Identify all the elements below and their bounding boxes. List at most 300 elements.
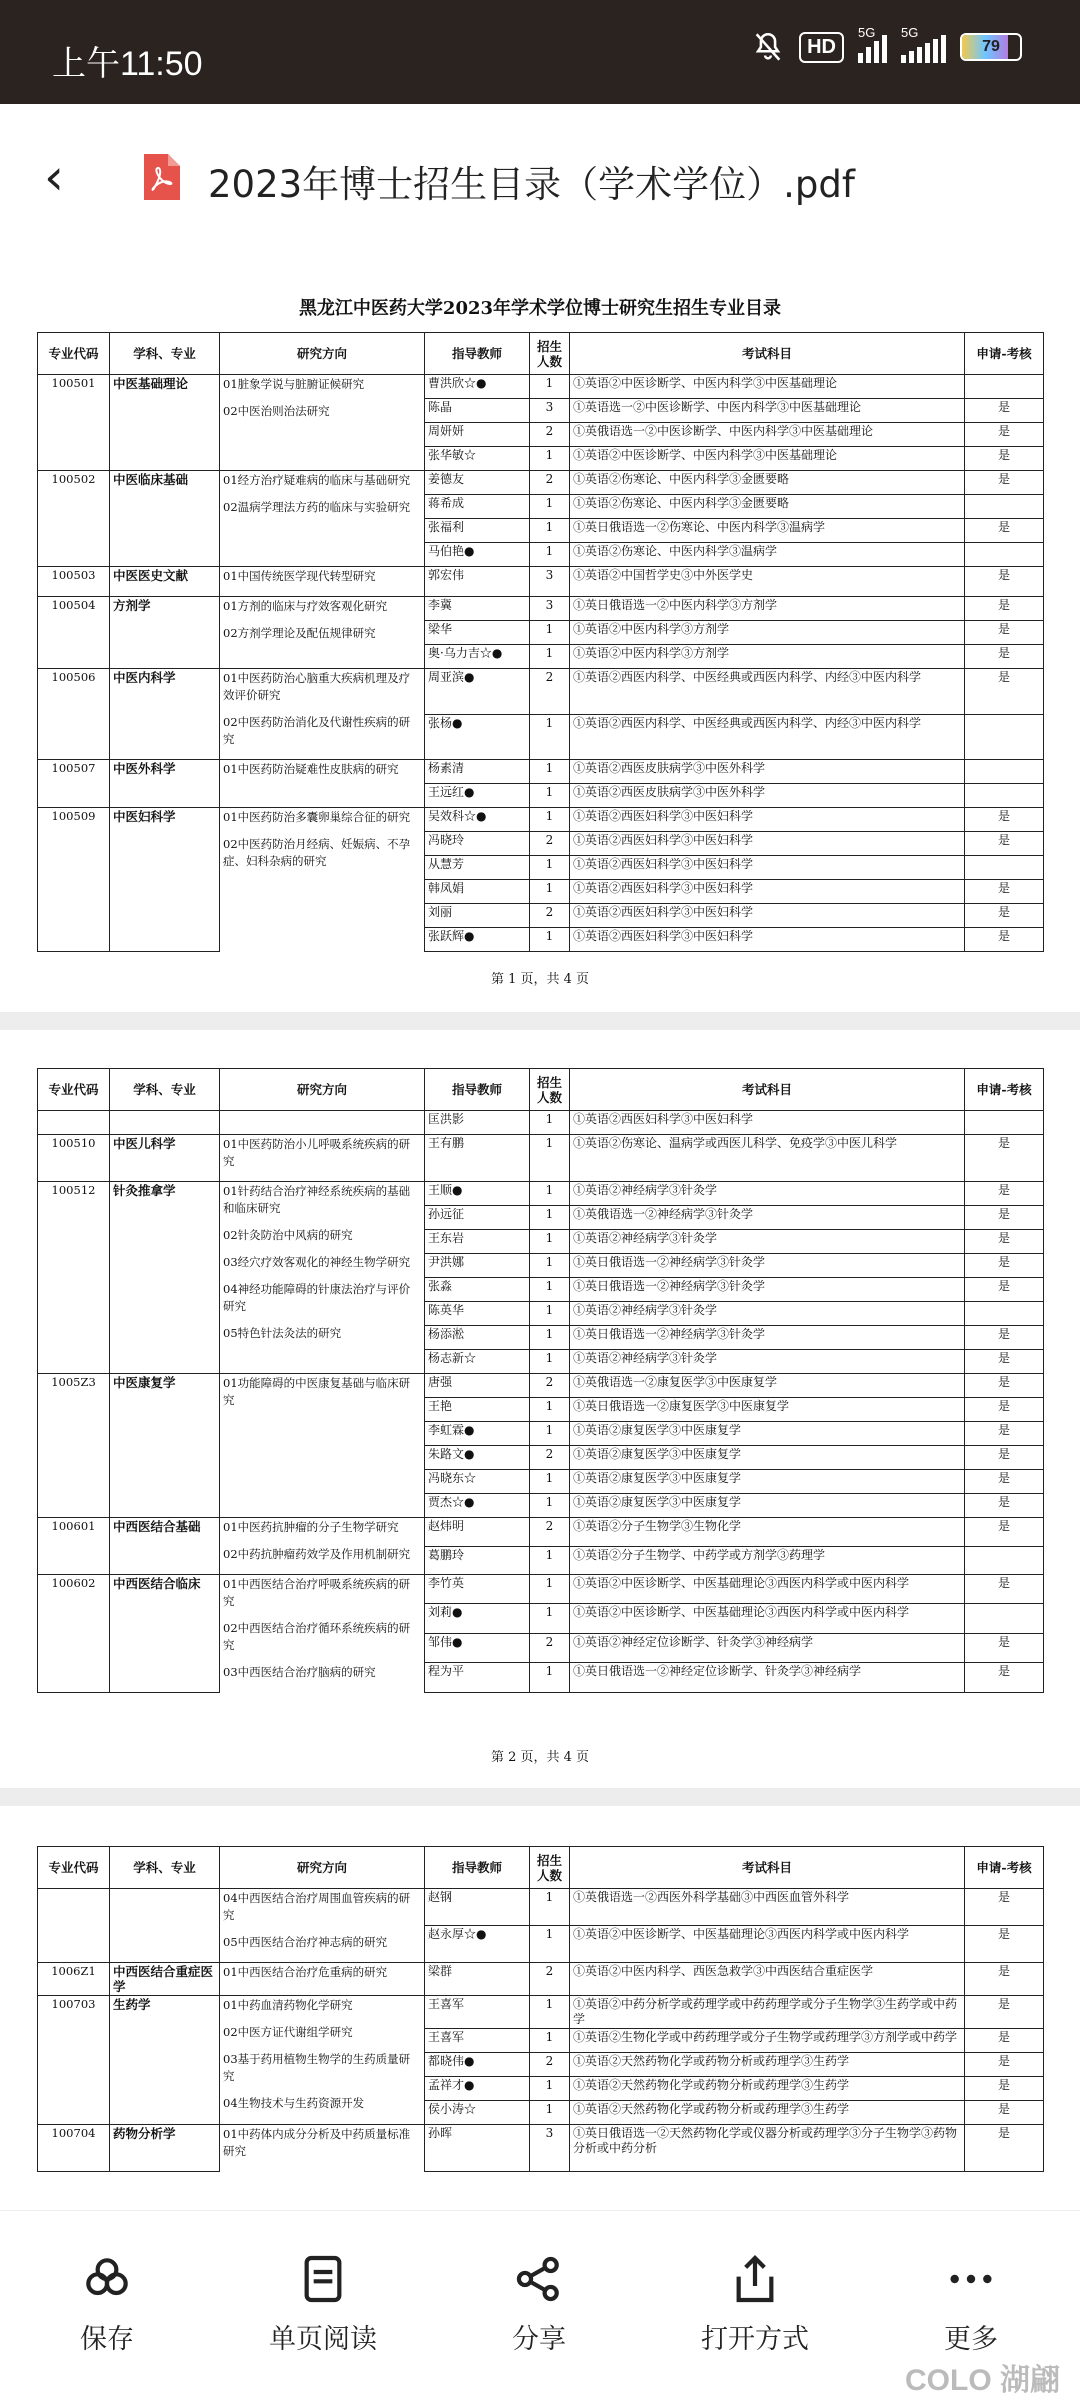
research-directions bbox=[220, 1518, 425, 1575]
column-header: 学科、专业 bbox=[110, 333, 220, 375]
exam-subjects: ①英语②康复医学③中医康复学 bbox=[570, 1470, 965, 1494]
enrollment-count: 2 bbox=[530, 1518, 570, 1547]
enrollment-count: 1 bbox=[530, 714, 570, 760]
advisor-name: 王喜军 bbox=[425, 2029, 530, 2053]
research-directions bbox=[220, 1182, 425, 1374]
apply-assess-flag: 是 bbox=[965, 1398, 1044, 1422]
exam-subjects: ①英俄语选一②西医外科学基础③中西医血管外科学 bbox=[570, 1889, 965, 1926]
more-icon bbox=[896, 2251, 1046, 2311]
apply-assess-flag: 是 bbox=[965, 1278, 1044, 1302]
advisor-name: 匡洪影 bbox=[425, 1111, 530, 1135]
program-code: 100503 bbox=[38, 567, 110, 597]
research-direction: 02方剂学理论及配伍规律研究 bbox=[223, 626, 376, 640]
back-button[interactable]: ‹ bbox=[44, 148, 64, 206]
single-page-icon bbox=[248, 2251, 398, 2311]
header-row bbox=[38, 1069, 1044, 1111]
research-direction: 05特色针法灸法的研究 bbox=[223, 1326, 342, 1340]
research-direction: 01中药体内成分分析及中药质量标准研究 bbox=[223, 2127, 411, 2158]
apply-assess-flag: 是 bbox=[965, 1326, 1044, 1350]
enrollment-count: 1 bbox=[530, 856, 570, 880]
exam-subjects: ①英语②西医妇科学③中医妇科学 bbox=[570, 832, 965, 856]
single-page-read-button[interactable] bbox=[248, 2251, 398, 2356]
header-row bbox=[38, 333, 1044, 375]
exam-subjects: ①英语②西医内科学、中医经典或西医内科学、内经③中医内科学 bbox=[570, 714, 965, 760]
apply-assess-flag: 是 bbox=[965, 519, 1044, 543]
exam-subjects: ①英语②神经定位诊断学、针灸学③神经病学 bbox=[570, 1633, 965, 1662]
program-name: 药物分析学 bbox=[110, 2125, 220, 2172]
exam-subjects: ①英语②神经病学③针灸学 bbox=[570, 1350, 965, 1374]
research-directions bbox=[220, 1111, 425, 1135]
enrollment-count: 1 bbox=[530, 1182, 570, 1206]
single-page-label: 单页阅读 bbox=[269, 2324, 377, 2355]
exam-subjects: ①英日俄语选一②中医内科学③方剂学 bbox=[570, 597, 965, 621]
enrollment-count: 2 bbox=[530, 1633, 570, 1662]
research-directions bbox=[220, 2125, 425, 2172]
research-direction: 01中医药抗肿瘤的分子生物学研究 bbox=[223, 1520, 399, 1534]
pdf-file-icon bbox=[140, 152, 182, 202]
enrollment-count: 3 bbox=[530, 2125, 570, 2172]
apply-assess-flag: 是 bbox=[965, 1963, 1044, 1996]
apply-assess-flag: 是 bbox=[965, 1206, 1044, 1230]
research-direction: 05中西医结合治疗神志病的研究 bbox=[223, 1935, 388, 1949]
research-directions bbox=[220, 597, 425, 669]
apply-assess-flag bbox=[965, 714, 1044, 760]
exam-subjects: ①英语②分子生物学、中药学或方剂学③药理学 bbox=[570, 1546, 965, 1575]
program-code: 100507 bbox=[38, 760, 110, 808]
catalog-table bbox=[37, 1068, 1044, 1693]
exam-subjects: ①英语②中医诊断学、中医基础理论③西医内科学或中医内科学 bbox=[570, 1926, 965, 1963]
exam-subjects: ①英俄语选一②康复医学③中医康复学 bbox=[570, 1374, 965, 1398]
program-code: 100512 bbox=[38, 1182, 110, 1374]
exam-subjects: ①英语②西医妇科学③中医妇科学 bbox=[570, 856, 965, 880]
advisor-name: 都晓伟● bbox=[425, 2053, 530, 2077]
advisor-name: 从慧芳 bbox=[425, 856, 530, 880]
apply-assess-flag: 是 bbox=[965, 1663, 1044, 1692]
exam-subjects: ①英日俄语选一②天然药物化学或仪器分析或药理学③分子生物学③药物分析或中药分析 bbox=[570, 2125, 965, 2172]
research-direction: 02温病学理法方药的临床与实验研究 bbox=[223, 500, 411, 514]
research-direction: 01中医药防治小儿呼吸系统疾病的研究 bbox=[223, 1137, 411, 1168]
advisor-name: 杨素清 bbox=[425, 760, 530, 784]
open-with-button[interactable] bbox=[680, 2251, 830, 2356]
program-name bbox=[110, 1111, 220, 1135]
exam-subjects: ①英语②康复医学③中医康复学 bbox=[570, 1422, 965, 1446]
page-footer: 第 1 页，共 4 页 bbox=[490, 972, 590, 987]
advisor-name: 李竹英 bbox=[425, 1575, 530, 1604]
page-heading: 黑龙江中医药大学2023年学术学位博士研究生招生专业目录 bbox=[298, 298, 782, 319]
exam-subjects: ①英日俄语选一②神经病学③针灸学 bbox=[570, 1254, 965, 1278]
apply-assess-flag: 是 bbox=[965, 1518, 1044, 1547]
document-title: 2023年博士招生目录（学术学位）.pdf bbox=[208, 163, 855, 206]
program-name: 中医医史文献 bbox=[110, 567, 220, 597]
advisor-name: 赵永厚☆● bbox=[425, 1926, 530, 1963]
advisor-name: 吴效科☆● bbox=[425, 808, 530, 832]
advisor-name: 李虹霖● bbox=[425, 1422, 530, 1446]
exam-subjects: ①英日俄语选一②伤寒论、中医内科学③温病学 bbox=[570, 519, 965, 543]
enrollment-count: 1 bbox=[530, 784, 570, 808]
exam-subjects: ①英语②伤寒论、中医内科学③金匮要略 bbox=[570, 471, 965, 495]
research-directions bbox=[220, 471, 425, 567]
exam-subjects: ①英语②神经病学③针灸学 bbox=[570, 1182, 965, 1206]
apply-assess-flag bbox=[965, 784, 1044, 808]
exam-subjects: ①英语②中医诊断学、中医内科学③中医基础理论 bbox=[570, 375, 965, 399]
exam-subjects: ①英语选一②中医诊断学、中医内科学③中医基础理论 bbox=[570, 399, 965, 423]
signal-icon bbox=[858, 25, 887, 63]
apply-assess-flag: 是 bbox=[965, 1230, 1044, 1254]
enrollment-count: 1 bbox=[530, 1302, 570, 1326]
exam-subjects: ①英语②西医妇科学③中医妇科学 bbox=[570, 808, 965, 832]
research-direction: 01中国传统医学现代转型研究 bbox=[223, 569, 376, 583]
apply-assess-flag: 是 bbox=[965, 1470, 1044, 1494]
enrollment-count: 1 bbox=[530, 1398, 570, 1422]
enrollment-count: 1 bbox=[530, 1422, 570, 1446]
save-label: 保存 bbox=[80, 2324, 134, 2355]
program-code: 100703 bbox=[38, 1996, 110, 2125]
save-icon bbox=[32, 2251, 182, 2311]
apply-assess-flag: 是 bbox=[965, 1996, 1044, 2029]
table-row bbox=[38, 1518, 1044, 1547]
enrollment-count: 1 bbox=[530, 1230, 570, 1254]
program-code: 1006Z1 bbox=[38, 1963, 110, 1996]
column-header: 学科、专业 bbox=[110, 1069, 220, 1111]
advisor-name: 贾杰☆● bbox=[425, 1494, 530, 1518]
apply-assess-flag: 是 bbox=[965, 423, 1044, 447]
exam-subjects: ①英语②神经病学③针灸学 bbox=[570, 1230, 965, 1254]
apply-assess-flag: 是 bbox=[965, 832, 1044, 856]
advisor-name: 王顺● bbox=[425, 1182, 530, 1206]
program-name: 针灸推拿学 bbox=[110, 1182, 220, 1374]
enrollment-count: 2 bbox=[530, 471, 570, 495]
enrollment-count: 1 bbox=[530, 1996, 570, 2029]
enrollment-count: 1 bbox=[530, 1326, 570, 1350]
apply-assess-flag: 是 bbox=[965, 1633, 1044, 1662]
header-row bbox=[38, 1847, 1044, 1889]
apply-assess-flag: 是 bbox=[965, 2077, 1044, 2101]
column-header: 指导教师 bbox=[425, 1847, 530, 1889]
advisor-name: 刘莉● bbox=[425, 1604, 530, 1633]
advisor-name: 朱路文● bbox=[425, 1446, 530, 1470]
advisor-name: 陈英华 bbox=[425, 1302, 530, 1326]
program-name: 中西医结合临床 bbox=[110, 1575, 220, 1693]
research-directions bbox=[220, 808, 425, 952]
table-row bbox=[38, 375, 1044, 399]
exam-subjects: ①英语②伤寒论、中医内科学③温病学 bbox=[570, 543, 965, 567]
apply-assess-flag bbox=[965, 1604, 1044, 1633]
apply-assess-flag bbox=[965, 1546, 1044, 1575]
advisor-name: 张杨● bbox=[425, 714, 530, 760]
enrollment-count: 1 bbox=[530, 1278, 570, 1302]
advisor-name: 赵炜明 bbox=[425, 1518, 530, 1547]
column-header: 招生人数 bbox=[530, 1847, 570, 1889]
column-header: 指导教师 bbox=[425, 1069, 530, 1111]
exam-subjects: ①英语②中医内科学、西医急救学③中西医结合重症医学 bbox=[570, 1963, 965, 1996]
enrollment-count: 1 bbox=[530, 495, 570, 519]
advisor-name: 张淼 bbox=[425, 1278, 530, 1302]
exam-subjects: ①英语②天然药物化学或药物分析或药理学③生药学 bbox=[570, 2077, 965, 2101]
advisor-name: 姜德友 bbox=[425, 471, 530, 495]
program-code: 100704 bbox=[38, 2125, 110, 2172]
research-direction: 02中药抗肿瘤药效学及作用机制研究 bbox=[223, 1547, 411, 1561]
research-direction: 01方剂的临床与疗效客观化研究 bbox=[223, 599, 388, 613]
enrollment-count: 1 bbox=[530, 1889, 570, 1926]
program-code: 100504 bbox=[38, 597, 110, 669]
exam-subjects: ①英语②西医妇科学③中医妇科学 bbox=[570, 880, 965, 904]
research-direction: 02中医治则治法研究 bbox=[223, 404, 330, 418]
table-row bbox=[38, 760, 1044, 784]
exam-subjects: ①英语②西医妇科学③中医妇科学 bbox=[570, 1111, 965, 1135]
exam-subjects: ①英语②生物化学或中药药理学或分子生物学或药理学③方剂学或中药学 bbox=[570, 2029, 965, 2053]
apply-assess-flag: 是 bbox=[965, 808, 1044, 832]
enrollment-count: 2 bbox=[530, 423, 570, 447]
column-header: 考试科目 bbox=[570, 1847, 965, 1889]
save-button[interactable] bbox=[32, 2251, 182, 2356]
table-row bbox=[38, 471, 1044, 495]
research-direction: 01针药结合治疗神经系统疾病的基础和临床研究 bbox=[223, 1184, 411, 1215]
advisor-name: 冯晓玲 bbox=[425, 832, 530, 856]
column-header: 考试科目 bbox=[570, 333, 965, 375]
advisor-name: 周亚滨● bbox=[425, 669, 530, 715]
program-name: 中西医结合基础 bbox=[110, 1518, 220, 1575]
advisor-name: 马伯艳● bbox=[425, 543, 530, 567]
share-label: 分享 bbox=[512, 2324, 566, 2355]
exam-subjects: ①英语②分子生物学③生物化学 bbox=[570, 1518, 965, 1547]
advisor-name: 冯晓东☆ bbox=[425, 1470, 530, 1494]
advisor-name: 孙远征 bbox=[425, 1206, 530, 1230]
advisor-name: 王远红● bbox=[425, 784, 530, 808]
apply-assess-flag bbox=[965, 1302, 1044, 1326]
enrollment-count: 2 bbox=[530, 1446, 570, 1470]
program-code: 100601 bbox=[38, 1518, 110, 1575]
column-header: 研究方向 bbox=[220, 333, 425, 375]
enrollment-count: 1 bbox=[530, 2029, 570, 2053]
program-code bbox=[38, 1111, 110, 1135]
table-row bbox=[38, 567, 1044, 597]
enrollment-count: 1 bbox=[530, 760, 570, 784]
apply-assess-flag: 是 bbox=[965, 1350, 1044, 1374]
advisor-name: 曹洪欣☆● bbox=[425, 375, 530, 399]
share-button[interactable] bbox=[464, 2251, 614, 2356]
exam-subjects: ①英日俄语选一②神经定位诊断学、针灸学③神经病学 bbox=[570, 1663, 965, 1692]
column-header: 专业代码 bbox=[38, 333, 110, 375]
table-row bbox=[38, 1575, 1044, 1604]
column-header: 考试科目 bbox=[570, 1069, 965, 1111]
exam-subjects: ①英日俄语选一②神经病学③针灸学 bbox=[570, 1326, 965, 1350]
apply-assess-flag: 是 bbox=[965, 2101, 1044, 2125]
research-directions bbox=[220, 1996, 425, 2125]
exam-subjects: ①英语②西医内科学、中医经典或西医内科学、内经③中医内科学 bbox=[570, 669, 965, 715]
program-name: 中医基础理论 bbox=[110, 375, 220, 471]
enrollment-count: 3 bbox=[530, 567, 570, 597]
apply-assess-flag: 是 bbox=[965, 1926, 1044, 1963]
catalog-table bbox=[37, 332, 1044, 952]
exam-subjects: ①英语②神经病学③针灸学 bbox=[570, 1302, 965, 1326]
table-row bbox=[38, 597, 1044, 621]
pdf-viewer[interactable] bbox=[0, 254, 1080, 2210]
enrollment-count: 3 bbox=[530, 399, 570, 423]
research-directions bbox=[220, 669, 425, 760]
battery-icon bbox=[960, 33, 1022, 61]
status-bar bbox=[0, 0, 1080, 104]
apply-assess-flag: 是 bbox=[965, 621, 1044, 645]
exam-subjects: ①英语②中医内科学③方剂学 bbox=[570, 621, 965, 645]
column-header: 研究方向 bbox=[220, 1069, 425, 1111]
hd-badge: HD bbox=[799, 32, 844, 63]
apply-assess-flag: 是 bbox=[965, 567, 1044, 597]
exam-subjects: ①英俄语选一②神经病学③针灸学 bbox=[570, 1206, 965, 1230]
exam-subjects: ①英语②中医诊断学、中医基础理论③西医内科学或中医内科学 bbox=[570, 1575, 965, 1604]
more-label: 更多 bbox=[944, 2324, 998, 2355]
program-code: 100509 bbox=[38, 808, 110, 952]
more-button[interactable] bbox=[896, 2251, 1046, 2356]
enrollment-count: 1 bbox=[530, 543, 570, 567]
exam-subjects: ①英日俄语选一②神经病学③针灸学 bbox=[570, 1278, 965, 1302]
top-bar bbox=[0, 104, 1080, 254]
apply-assess-flag: 是 bbox=[965, 1182, 1044, 1206]
apply-assess-flag: 是 bbox=[965, 1494, 1044, 1518]
program-code: 100506 bbox=[38, 669, 110, 760]
table-row bbox=[38, 2125, 1044, 2172]
research-direction: 04中西医结合治疗周围血管疾病的研究 bbox=[223, 1891, 411, 1922]
program-name: 中医妇科学 bbox=[110, 808, 220, 952]
apply-assess-flag bbox=[965, 495, 1044, 519]
enrollment-count: 1 bbox=[530, 1135, 570, 1182]
apply-assess-flag: 是 bbox=[965, 2029, 1044, 2053]
table-row bbox=[38, 669, 1044, 715]
enrollment-count: 1 bbox=[530, 375, 570, 399]
page-footer: 第 2 页，共 4 页 bbox=[490, 1750, 590, 1765]
apply-assess-flag: 是 bbox=[965, 2053, 1044, 2077]
table-row bbox=[38, 1963, 1044, 1996]
program-name: 中医外科学 bbox=[110, 760, 220, 808]
table-row bbox=[38, 1374, 1044, 1398]
share-icon bbox=[464, 2251, 614, 2311]
enrollment-count: 3 bbox=[530, 597, 570, 621]
table-row bbox=[38, 1111, 1044, 1135]
apply-assess-flag bbox=[965, 543, 1044, 567]
enrollment-count: 1 bbox=[530, 621, 570, 645]
enrollment-count: 1 bbox=[530, 2077, 570, 2101]
column-header: 申请-考核 bbox=[965, 1069, 1044, 1111]
apply-assess-flag: 是 bbox=[965, 1575, 1044, 1604]
program-code: 100510 bbox=[38, 1135, 110, 1182]
column-header: 研究方向 bbox=[220, 1847, 425, 1889]
enrollment-count: 1 bbox=[530, 447, 570, 471]
program-name: 方剂学 bbox=[110, 597, 220, 669]
research-direction: 01脏象学说与脏腑证候研究 bbox=[223, 377, 365, 391]
column-header: 专业代码 bbox=[38, 1847, 110, 1889]
advisor-name: 尹洪娜 bbox=[425, 1254, 530, 1278]
apply-assess-flag: 是 bbox=[965, 1422, 1044, 1446]
research-direction: 01中西医结合治疗危重病的研究 bbox=[223, 1965, 388, 1979]
table-row bbox=[38, 1889, 1044, 1926]
apply-assess-flag: 是 bbox=[965, 2125, 1044, 2172]
apply-assess-flag: 是 bbox=[965, 399, 1044, 423]
enrollment-count: 2 bbox=[530, 669, 570, 715]
pdf-page-3 bbox=[0, 1806, 1080, 2210]
advisor-name: 王东岩 bbox=[425, 1230, 530, 1254]
enrollment-count: 1 bbox=[530, 808, 570, 832]
enrollment-count: 1 bbox=[530, 1206, 570, 1230]
advisor-name: 杨添淞 bbox=[425, 1326, 530, 1350]
exam-subjects: ①英语②中医内科学③方剂学 bbox=[570, 645, 965, 669]
research-direction: 02中医药防治月经病、妊娠病、不孕症、妇科杂病的研究 bbox=[223, 837, 411, 868]
clock: 上午11:50 bbox=[52, 45, 203, 83]
exam-subjects: ①英语②西医皮肤病学③中医外科学 bbox=[570, 784, 965, 808]
advisor-name: 陈晶 bbox=[425, 399, 530, 423]
exam-subjects: ①英俄语选一②中医诊断学、中医内科学③中医基础理论 bbox=[570, 423, 965, 447]
exam-subjects: ①英日俄语选一②康复医学③中医康复学 bbox=[570, 1398, 965, 1422]
enrollment-count: 1 bbox=[530, 1350, 570, 1374]
column-header: 专业代码 bbox=[38, 1069, 110, 1111]
advisor-name: 侯小涛☆ bbox=[425, 2101, 530, 2125]
advisor-name: 孟祥才● bbox=[425, 2077, 530, 2101]
research-directions bbox=[220, 1963, 425, 1996]
enrollment-count: 1 bbox=[530, 1494, 570, 1518]
advisor-name: 张福利 bbox=[425, 519, 530, 543]
research-direction: 02中医药防治消化及代谢性疾病的研究 bbox=[223, 715, 411, 746]
research-direction: 03经穴疗效客观化的神经生物学研究 bbox=[223, 1255, 411, 1269]
research-direction: 01经方治疗疑难病的临床与基础研究 bbox=[223, 473, 411, 487]
advisor-name: 郭宏伟 bbox=[425, 567, 530, 597]
apply-assess-flag: 是 bbox=[965, 597, 1044, 621]
apply-assess-flag: 是 bbox=[965, 1374, 1044, 1398]
battery-level: 79 bbox=[982, 38, 1000, 55]
apply-assess-flag: 是 bbox=[965, 928, 1044, 952]
enrollment-count: 1 bbox=[530, 519, 570, 543]
apply-assess-flag: 是 bbox=[965, 880, 1044, 904]
enrollment-count: 1 bbox=[530, 2101, 570, 2125]
program-name: 中医内科学 bbox=[110, 669, 220, 760]
program-code: 100501 bbox=[38, 375, 110, 471]
exam-subjects: ①英语②康复医学③中医康复学 bbox=[570, 1494, 965, 1518]
program-name: 中西医结合重症医学 bbox=[110, 1963, 220, 1996]
enrollment-count: 1 bbox=[530, 1254, 570, 1278]
program-name bbox=[110, 1889, 220, 1963]
enrollment-count: 1 bbox=[530, 1604, 570, 1633]
catalog-table bbox=[37, 1846, 1044, 2172]
research-direction: 03中西医结合治疗脑病的研究 bbox=[223, 1665, 376, 1679]
enrollment-count: 2 bbox=[530, 2053, 570, 2077]
program-name: 中医康复学 bbox=[110, 1374, 220, 1518]
column-header: 申请-考核 bbox=[965, 333, 1044, 375]
advisor-name: 王有鹏 bbox=[425, 1135, 530, 1182]
advisor-name: 周妍妍 bbox=[425, 423, 530, 447]
research-directions bbox=[220, 1135, 425, 1182]
apply-assess-flag bbox=[965, 1111, 1044, 1135]
research-direction: 04生物技术与生药资源开发 bbox=[223, 2096, 365, 2110]
advisor-name: 邹伟● bbox=[425, 1633, 530, 1662]
exam-subjects: ①英语②康复医学③中医康复学 bbox=[570, 1446, 965, 1470]
program-code: 1005Z3 bbox=[38, 1374, 110, 1518]
research-directions bbox=[220, 375, 425, 471]
column-header: 招生人数 bbox=[530, 1069, 570, 1111]
advisor-name: 奥·乌力吉☆● bbox=[425, 645, 530, 669]
status-icons bbox=[751, 25, 1022, 64]
enrollment-count: 1 bbox=[530, 1546, 570, 1575]
open-with-label: 打开方式 bbox=[701, 2324, 809, 2355]
apply-assess-flag: 是 bbox=[965, 1889, 1044, 1926]
exam-subjects: ①英语②中医诊断学、中医内科学③中医基础理论 bbox=[570, 447, 965, 471]
exam-subjects: ①英语②西医妇科学③中医妇科学 bbox=[570, 904, 965, 928]
research-directions bbox=[220, 1575, 425, 1693]
program-name: 生药学 bbox=[110, 1996, 220, 2125]
program-code bbox=[38, 1889, 110, 1963]
advisor-name: 程为平 bbox=[425, 1663, 530, 1692]
table-row bbox=[38, 1135, 1044, 1182]
apply-assess-flag: 是 bbox=[965, 1446, 1044, 1470]
exam-subjects: ①英语②中药分析学或药理学或中药药理学或分子生物学③生药学或中药学 bbox=[570, 1996, 965, 2029]
enrollment-count: 2 bbox=[530, 904, 570, 928]
program-name: 中医临床基础 bbox=[110, 471, 220, 567]
